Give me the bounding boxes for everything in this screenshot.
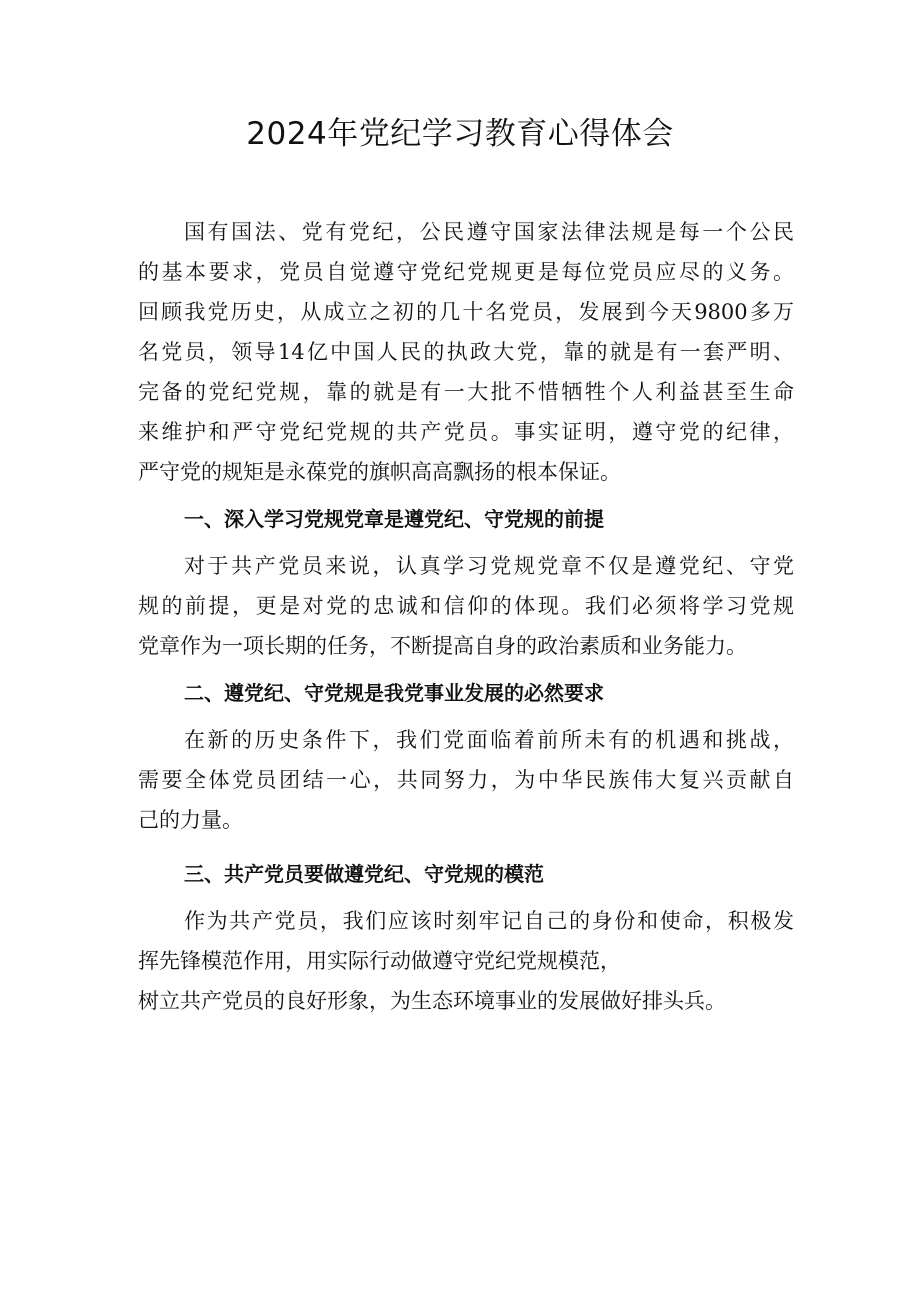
text-line: 在新的历史条件下，我们党面临着前所未有的机遇和挑战， [184, 728, 794, 752]
text-line: 国有国法、党有党纪，公民遵守国家法律法规是每一个公民 [184, 220, 794, 244]
paragraph-section-2 [138, 720, 794, 840]
paragraph-intro [138, 212, 794, 492]
text-line: 的基本要求，党员自觉遵守党纪党规更是每位党员应尽的义务。 [138, 260, 794, 284]
document-title: 2024年党纪学习教育心得体会 [246, 116, 674, 152]
section-heading-1: 一、深入学习党规党章是遵党纪、守党规的前提 [184, 507, 604, 531]
section-heading-3: 三、共产党员要做遵党纪、守党规的模范 [184, 862, 544, 886]
text-line: 完备的党纪党规，靠的就是有一大批不惜牺牲个人利益甚至生命 [138, 380, 794, 404]
text-line: 名党员，领导14亿中国人民的执政大党，靠的就是有一套严明、 [138, 340, 794, 364]
text-line: 来维护和严守党纪党规的共产党员。事实证明，遵守党的纪律， [138, 420, 794, 444]
text-line: 党章作为一项长期的任务，不断提高自身的政治素质和业务能力。 [138, 634, 747, 658]
text-line: 规的前提，更是对党的忠诚和信仰的体现。我们必须将学习党规 [138, 594, 794, 618]
text-line: 对于共产党员来说，认真学习党规党章不仅是遵党纪、守党 [184, 554, 794, 578]
section-heading-2: 二、遵党纪、守党规是我党事业发展的必然要求 [184, 681, 604, 705]
text-line: 己的力量。 [138, 808, 243, 832]
text-line: 回顾我党历史，从成立之初的几十名党员，发展到今天9800多万 [138, 300, 794, 324]
text-line: 作为共产党员，我们应该时刻牢记自己的身份和使命，积极发 [184, 909, 794, 933]
paragraph-section-1 [138, 546, 794, 666]
text-line: 需要全体党员团结一心，共同努力，为中华民族伟大复兴贡献自 [138, 768, 794, 792]
paragraph-section-3 [138, 901, 794, 1021]
text-line: 挥先锋模范作用，用实际行动做遵守党纪党规模范， [138, 949, 621, 973]
text-line: 树立共产党员的良好形象，为生态环境事业的发展做好排头兵。 [138, 989, 726, 1013]
text-line: 严守党的规矩是永葆党的旗帜高高飘扬的根本保证。 [138, 460, 621, 484]
document-body [138, 212, 794, 1021]
